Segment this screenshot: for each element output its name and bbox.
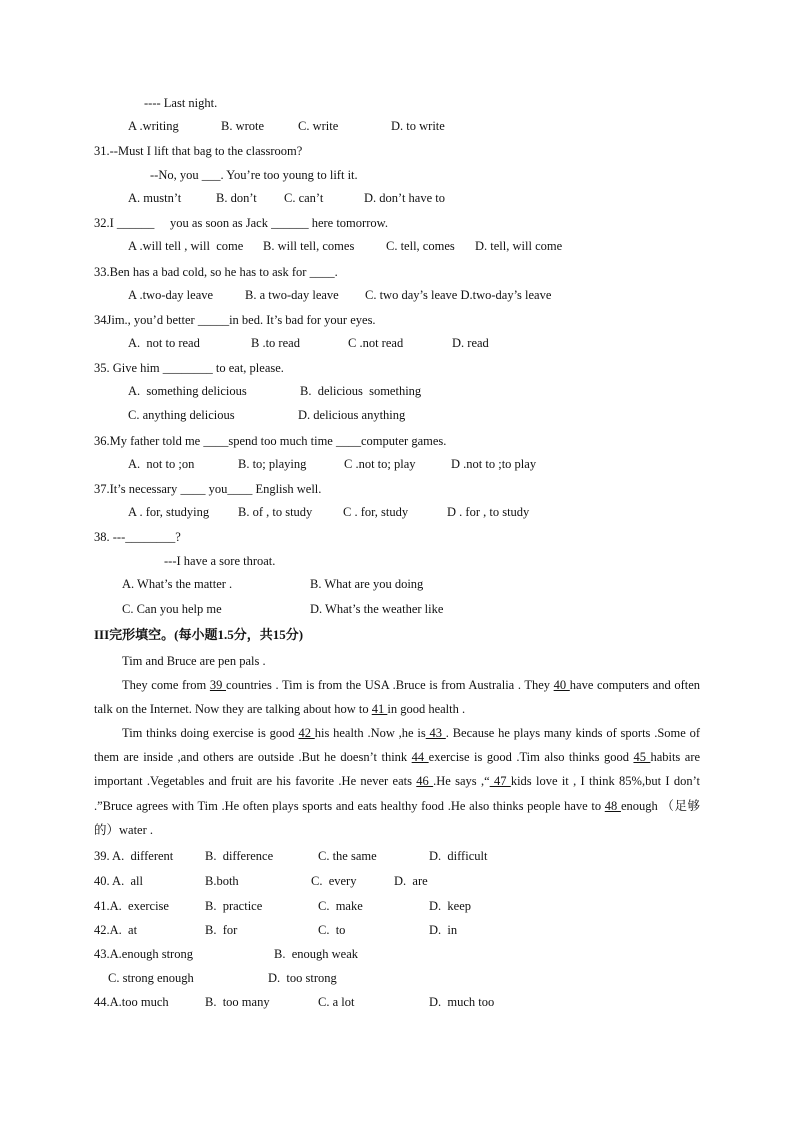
blank-41: 41 [371,702,388,717]
q39-option-d: D. difficult [429,849,488,863]
q40-option-d: D. are [394,874,428,888]
q32-option-b: B. will tell, comes [263,239,355,253]
q38-option-d: D. What’s the weather like [310,602,444,616]
blank-47: 47 [489,774,511,789]
q43-option-b: B. enough weak [274,947,359,961]
blank-48: 48 [604,798,621,813]
q41-option-d: D. keep [429,899,471,913]
section-heading: III完形填空。(每小题1.5分，共15分) [94,627,304,642]
q30-option-c: C. write [298,119,339,133]
q35-stem: 35. Give him ________ to eat, please. [94,361,284,375]
q34-option-b: B .to read [251,336,300,350]
q44-option-b: B. too many [205,995,270,1009]
q42-option-a: 42.A. at [94,923,138,937]
blank-43: 43 [425,726,446,740]
q44-option-d: D. much too [429,995,495,1009]
q38-stem: 38. ---________? [94,530,181,544]
q43-option-c: C. strong enough [108,971,194,985]
q34-option-a: A. not to read [128,336,200,350]
passage-paragraph-3: Tim thinks doing exercise is good 42 his health .Now ,he is 43 . Because he plays many kinds of sports .Some of them are inside ,and others are outside .But he doesn’t think 44 exercise is good .Tim also thinks good 45 habits are important .Vegetables and fruit are his favorite .He never eats 46 .He says ,“ 47 kids love it , I think 85%,but I don’t .”Bruce agrees with Tim .He often plays sports and eats healthy food .He also thinks people have to 48 enough （足够的）water . [94,726,701,837]
q37-option-d: D . for , to study [447,505,530,519]
q35-option-d: D. delicious anything [298,408,406,422]
q41-option-b: B. practice [205,899,263,913]
blank-42: 42 [298,726,315,740]
q42-option-d: D. in [429,923,458,937]
q31-option-d: D. don’t have to [364,191,446,205]
q36-option-b: B. to; playing [238,457,307,471]
q30-option-b: B. wrote [221,119,265,133]
q32-stem: 32.I ______ you as soon as Jack ______ here tomorrow. [94,216,388,230]
passage-paragraph-1: Tim and Bruce are pen pals . [122,654,266,668]
q36-option-a: A. not to ;on [128,457,195,471]
q32-option-d: D. tell, will come [475,239,563,253]
q33-option-cd: C. two day’s leave D.two-day’s leave [365,288,552,302]
q31-option-c: C. can’t [284,191,324,205]
q33-option-a: A .two-day leave [128,288,214,302]
q30-option-d: D. to write [391,119,445,133]
blank-45: 45 [633,750,651,765]
q31-option-b: B. don’t [216,191,257,205]
q39-option-c: C. the same [318,849,377,863]
q33-stem: 33.Ben has a bad cold, so he has to ask for ____. [94,265,338,279]
q37-option-b: B. of , to study [238,505,313,519]
q36-stem: 36.My father told me ____spend too much time ____computer games. [94,434,447,448]
q32-option-a: A .will tell , will come [128,239,244,253]
q40-option-b: B.both [205,874,239,888]
passage-paragraph-2: They come from 39 countries . Tim is from the USA .Bruce is from Australia . They 40 have computers and often talk on the Internet. Now they are talking about how to 41 in good health . [94,678,701,717]
q38-option-c: C. Can you help me [122,602,222,616]
q32-option-c: C. tell, comes [386,239,455,253]
q37-option-a: A . for, studying [128,505,210,519]
q38-option-a: A. What’s the matter . [122,577,233,591]
q37-option-c: C . for, study [343,505,409,519]
q38-answer-line: ---I have a sore throat. [164,554,276,568]
q31-reply: --No, you ___. You’re too young to lift it. [150,168,358,182]
q35-option-a: A. something delicious [128,384,247,398]
q35-option-b: B. delicious something [300,384,422,398]
q40-option-c: C. every [311,874,357,888]
q41-option-c: C. make [318,899,363,913]
q30-option-a: A .writing [128,119,179,133]
q41-option-a: 41.A. exercise [94,899,169,913]
q36-option-d: D .not to ;to play [451,457,537,471]
q30-answer-line: ---- Last night. [144,96,218,110]
q39-option-b: B. difference [205,849,274,863]
q34-option-d: D. read [452,336,489,350]
q38-option-b: B. What are you doing [310,577,424,591]
q43-option-a: 43.A.enough strong [94,947,193,961]
q44-option-c: C. a lot [318,995,355,1009]
blank-39: 39 [209,678,227,692]
q33-option-b: B. a two-day leave [245,288,339,302]
blank-44: 44 [411,750,429,765]
q37-stem: 37.It’s necessary ____ you____ English well. [94,482,322,496]
q43-option-d: D. too strong [268,971,337,985]
q34-stem: 34Jim., you’d better _____in bed. It’s bad for your eyes. [94,313,376,327]
q36-option-c: C .not to; play [344,457,416,471]
q42-option-b: B. for [205,923,238,937]
q42-option-c: C. to [318,923,346,937]
q39-option-a: 39. A. different [94,849,174,863]
q31-stem: 31.--Must I lift that bag to the classroom? [94,144,303,158]
blank-46: 46 [416,774,434,789]
q31-option-a: A. mustn’t [128,191,182,205]
q35-option-c: C. anything delicious [128,408,235,422]
q40-option-a: 40. A. all [94,874,143,888]
q34-option-c: C .not read [348,336,404,350]
blank-40: 40 [553,678,570,692]
q44-option-a: 44.A.too much [94,995,169,1009]
